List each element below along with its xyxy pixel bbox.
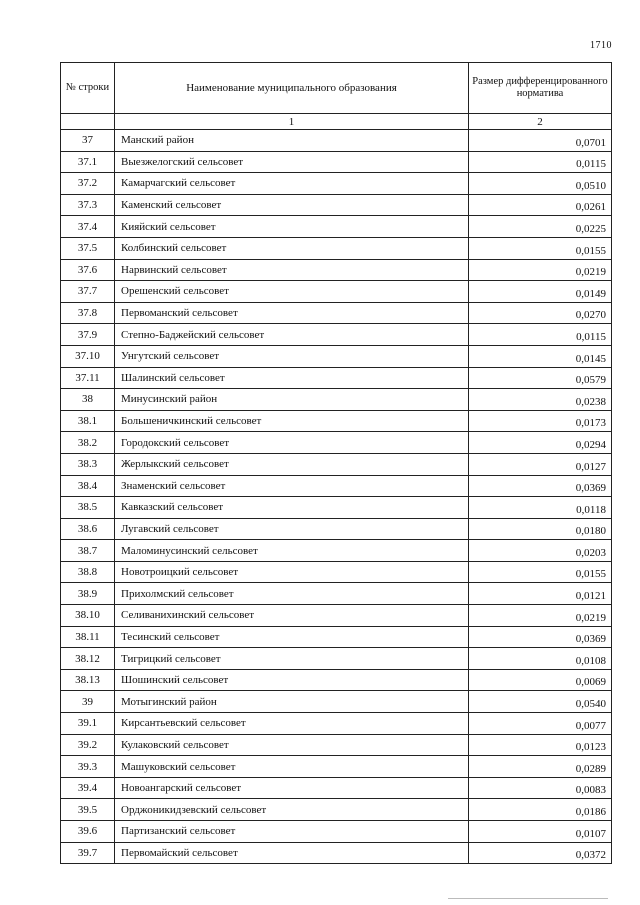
- table-row: [61, 173, 612, 195]
- table-row: [61, 259, 612, 281]
- municipality-name: Первомайский сельсовет: [115, 842, 469, 864]
- normative-table: [60, 62, 612, 864]
- normative-value: 0,0270: [469, 302, 612, 324]
- row-number: 37.6: [61, 259, 115, 281]
- normative-value: 0,0149: [469, 281, 612, 303]
- normative-value: 0,0510: [469, 173, 612, 195]
- row-number: 38.10: [61, 605, 115, 627]
- municipality-name: Выезжелогский сельсовет: [115, 151, 469, 173]
- row-number: 38.3: [61, 453, 115, 475]
- normative-value: 0,0127: [469, 453, 612, 475]
- table-row: [61, 734, 612, 756]
- normative-value: 0,0121: [469, 583, 612, 605]
- normative-value: 0,0579: [469, 367, 612, 389]
- normative-value: 0,0107: [469, 821, 612, 843]
- table-row: [61, 691, 612, 713]
- normative-value: 0,0219: [469, 605, 612, 627]
- table-row: [61, 130, 612, 152]
- header-row-number: № строки: [61, 63, 115, 114]
- table-row: [61, 540, 612, 562]
- row-number: 39.4: [61, 777, 115, 799]
- municipality-name: Орешенский сельсовет: [115, 281, 469, 303]
- row-number: 38.6: [61, 518, 115, 540]
- municipality-name: Новотроицкий сельсовет: [115, 561, 469, 583]
- municipality-name: Унгутский сельсовет: [115, 345, 469, 367]
- municipality-name: Нарвинский сельсовет: [115, 259, 469, 281]
- normative-value: 0,0372: [469, 842, 612, 864]
- table-row: [61, 216, 612, 238]
- municipality-name: Камарчагский сельсовет: [115, 173, 469, 195]
- municipality-name: Орджоникидзевский сельсовет: [115, 799, 469, 821]
- table-row: [61, 713, 612, 735]
- municipality-name: Прихолмский сельсовет: [115, 583, 469, 605]
- table-row: [61, 475, 612, 497]
- table-header-row: [61, 63, 612, 114]
- normative-value: 0,0069: [469, 669, 612, 691]
- row-number: 39.3: [61, 756, 115, 778]
- row-number: 37.10: [61, 345, 115, 367]
- municipality-name: Жерлыкский сельсовет: [115, 453, 469, 475]
- table-row: [61, 842, 612, 864]
- row-number: 38.2: [61, 432, 115, 454]
- municipality-name: Маломинусинский сельсовет: [115, 540, 469, 562]
- table-row: [61, 151, 612, 173]
- normative-value: 0,0077: [469, 713, 612, 735]
- municipality-name: Машуковский сельсовет: [115, 756, 469, 778]
- municipality-name: Тигрицкий сельсовет: [115, 648, 469, 670]
- normative-value: 0,0369: [469, 475, 612, 497]
- normative-value: 0,0261: [469, 194, 612, 216]
- row-number: 37.8: [61, 302, 115, 324]
- normative-value: 0,0180: [469, 518, 612, 540]
- table-row: [61, 669, 612, 691]
- normative-value: 0,0294: [469, 432, 612, 454]
- table-row: [61, 194, 612, 216]
- scan-edge-mark: [448, 898, 608, 899]
- municipality-name: Лугавский сельсовет: [115, 518, 469, 540]
- header-normative-size: Размер дифференцированного норматива: [469, 63, 612, 114]
- municipality-name: Городокский сельсовет: [115, 432, 469, 454]
- row-number: 37.1: [61, 151, 115, 173]
- municipality-name: Селиванихинский сельсовет: [115, 605, 469, 627]
- municipality-name: Мотыгинский район: [115, 691, 469, 713]
- normative-value: 0,0083: [469, 777, 612, 799]
- normative-value: 0,0701: [469, 130, 612, 152]
- column-index-empty: [61, 114, 115, 130]
- municipality-name: Колбинский сельсовет: [115, 237, 469, 259]
- municipality-name: Шалинский сельсовет: [115, 367, 469, 389]
- row-number: 37.11: [61, 367, 115, 389]
- municipality-name: Партизанский сельсовет: [115, 821, 469, 843]
- municipality-name: Первоманский сельсовет: [115, 302, 469, 324]
- normative-value: 0,0115: [469, 151, 612, 173]
- row-number: 38.12: [61, 648, 115, 670]
- municipality-name: Кияйский сельсовет: [115, 216, 469, 238]
- table-row: [61, 497, 612, 519]
- row-number: 38: [61, 389, 115, 411]
- row-number: 37.3: [61, 194, 115, 216]
- row-number: 39.5: [61, 799, 115, 821]
- municipality-name: Кавказский сельсовет: [115, 497, 469, 519]
- normative-value: 0,0540: [469, 691, 612, 713]
- table-row: [61, 518, 612, 540]
- row-number: 38.13: [61, 669, 115, 691]
- header-municipality-name: Наименование муниципального образования: [115, 63, 469, 114]
- table-row: [61, 561, 612, 583]
- municipality-name: Шошинский сельсовет: [115, 669, 469, 691]
- row-number: 39.7: [61, 842, 115, 864]
- row-number: 38.7: [61, 540, 115, 562]
- row-number: 37.2: [61, 173, 115, 195]
- municipality-name: Каменский сельсовет: [115, 194, 469, 216]
- table-body: [61, 130, 612, 864]
- row-number: 38.4: [61, 475, 115, 497]
- table-row: [61, 389, 612, 411]
- municipality-name: Степно-Баджейский сельсовет: [115, 324, 469, 346]
- table-row: [61, 281, 612, 303]
- table-row: [61, 410, 612, 432]
- row-number: 37: [61, 130, 115, 152]
- normative-value: 0,0186: [469, 799, 612, 821]
- normative-value: 0,0225: [469, 216, 612, 238]
- normative-value: 0,0219: [469, 259, 612, 281]
- table-row: [61, 605, 612, 627]
- table-row: [61, 237, 612, 259]
- row-number: 39.1: [61, 713, 115, 735]
- column-index-1: 1: [115, 114, 469, 130]
- normative-value: 0,0118: [469, 497, 612, 519]
- municipality-name: Новоангарский сельсовет: [115, 777, 469, 799]
- table-row: [61, 626, 612, 648]
- table-row: [61, 756, 612, 778]
- table-row: [61, 302, 612, 324]
- municipality-name: Минусинский район: [115, 389, 469, 411]
- row-number: 38.11: [61, 626, 115, 648]
- row-number: 38.1: [61, 410, 115, 432]
- column-index-2: 2: [469, 114, 612, 130]
- normative-value: 0,0115: [469, 324, 612, 346]
- row-number: 38.8: [61, 561, 115, 583]
- row-number: 38.5: [61, 497, 115, 519]
- row-number: 37.9: [61, 324, 115, 346]
- table-row: [61, 324, 612, 346]
- normative-value: 0,0123: [469, 734, 612, 756]
- normative-value: 0,0108: [469, 648, 612, 670]
- table-row: [61, 367, 612, 389]
- normative-value: 0,0155: [469, 561, 612, 583]
- row-number: 37.5: [61, 237, 115, 259]
- municipality-name: Большеничкинский сельсовет: [115, 410, 469, 432]
- municipality-name: Знаменский сельсовет: [115, 475, 469, 497]
- column-index-row: [61, 114, 612, 130]
- table-row: [61, 345, 612, 367]
- row-number: 39: [61, 691, 115, 713]
- normative-value: 0,0155: [469, 237, 612, 259]
- municipality-name: Кулаковский сельсовет: [115, 734, 469, 756]
- table-row: [61, 648, 612, 670]
- row-number: 39.2: [61, 734, 115, 756]
- row-number: 39.6: [61, 821, 115, 843]
- normative-value: 0,0203: [469, 540, 612, 562]
- row-number: 37.4: [61, 216, 115, 238]
- normative-value: 0,0238: [469, 389, 612, 411]
- normative-value: 0,0145: [469, 345, 612, 367]
- row-number: 37.7: [61, 281, 115, 303]
- table-row: [61, 453, 612, 475]
- table-row: [61, 583, 612, 605]
- table-row: [61, 432, 612, 454]
- municipality-name: Тесинский сельсовет: [115, 626, 469, 648]
- normative-value: 0,0369: [469, 626, 612, 648]
- page-number: 1710: [590, 40, 612, 51]
- normative-value: 0,0289: [469, 756, 612, 778]
- municipality-name: Манский район: [115, 130, 469, 152]
- table-row: [61, 821, 612, 843]
- normative-value: 0,0173: [469, 410, 612, 432]
- table-row: [61, 777, 612, 799]
- municipality-name: Кирсантьевский сельсовет: [115, 713, 469, 735]
- table-row: [61, 799, 612, 821]
- row-number: 38.9: [61, 583, 115, 605]
